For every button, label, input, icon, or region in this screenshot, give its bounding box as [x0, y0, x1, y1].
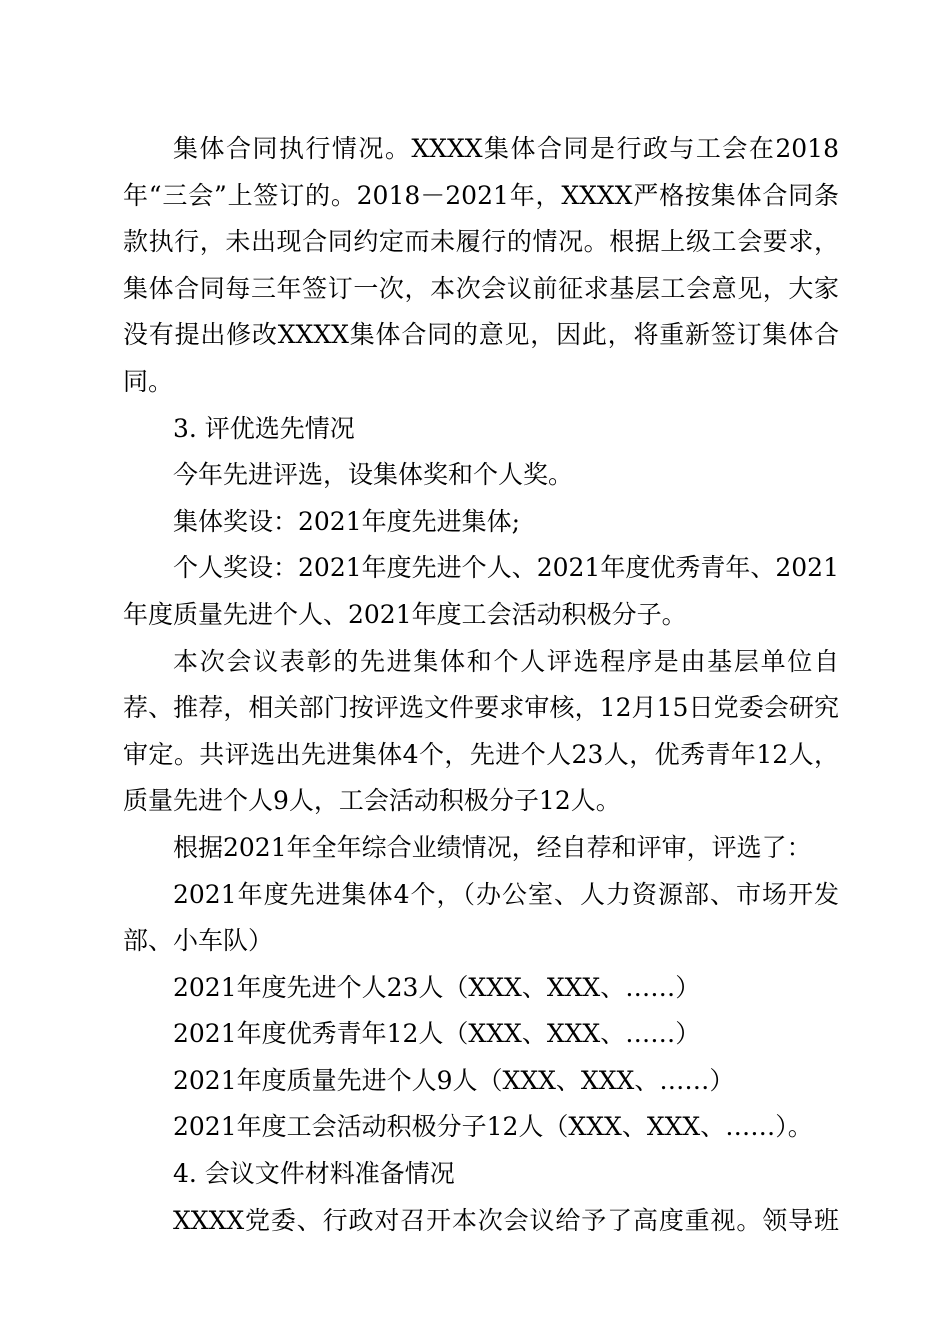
- paragraph-individual-awards: 个人奖设：2021年度先进个人、2021年度优秀青年、2021年度质量先进个人、2021年度工会活动积极分子。: [123, 553, 839, 629]
- document-body: [123, 126, 839, 1244]
- paragraph-selection-result-intro: 根据2021年全年综合业绩情况，经自荐和评审，评选了：: [173, 832, 812, 862]
- list-item-quality-individuals: 2021年度质量先进个人9人（XXX、XXX、……）: [173, 1065, 735, 1095]
- paragraph-meeting-documents: XXXX党委、行政对召开本次会议给予了高度重视。领导班: [173, 1205, 839, 1235]
- list-item-union-activists: 2021年度工会活动积极分子12人（XXX、XXX、……）。: [173, 1112, 813, 1142]
- paragraph-collective-award: 集体奖设：2021年度先进集体;: [173, 506, 521, 536]
- list-item-outstanding-youth: 2021年度优秀青年12人（XXX、XXX、……）: [173, 1019, 701, 1049]
- paragraph-contract-execution: 集体合同执行情况。XXXX集体合同是行政与工会在2018年“三会”上签订的。2018－2021年，XXXX严格按集体合同条款执行，未出现合同约定而未履行的情况。根据上级工会要求，集体合同每三年签订一次，本次会议前征求基层工会意见，大家没有提出修改XXXX集体合同的意见，因此，将重新签订集体合同。: [123, 134, 839, 396]
- paragraph-selection-procedure: 本次会议表彰的先进集体和个人评选程序是由基层单位自荐、推荐，相关部门按评选文件要求审核，12月15日党委会研究审定。共评选出先进集体4个，先进个人23人，优秀青年12人，质量先进个人9人，工会活动积极分子12人。: [123, 646, 839, 816]
- list-item-advanced-collectives: 2021年度先进集体4个，（办公室、人力资源部、市场开发部、小车队）: [123, 879, 839, 956]
- list-item-advanced-individuals: 2021年度先进个人23人（XXX、XXX、……）: [173, 972, 701, 1002]
- heading-meeting-documents: 4. 会议文件材料准备情况: [173, 1159, 455, 1189]
- paragraph-awards-intro: 今年先进评选，设集体奖和个人奖。: [173, 460, 574, 490]
- heading-awards-selection: 3. 评优选先情况: [173, 413, 355, 443]
